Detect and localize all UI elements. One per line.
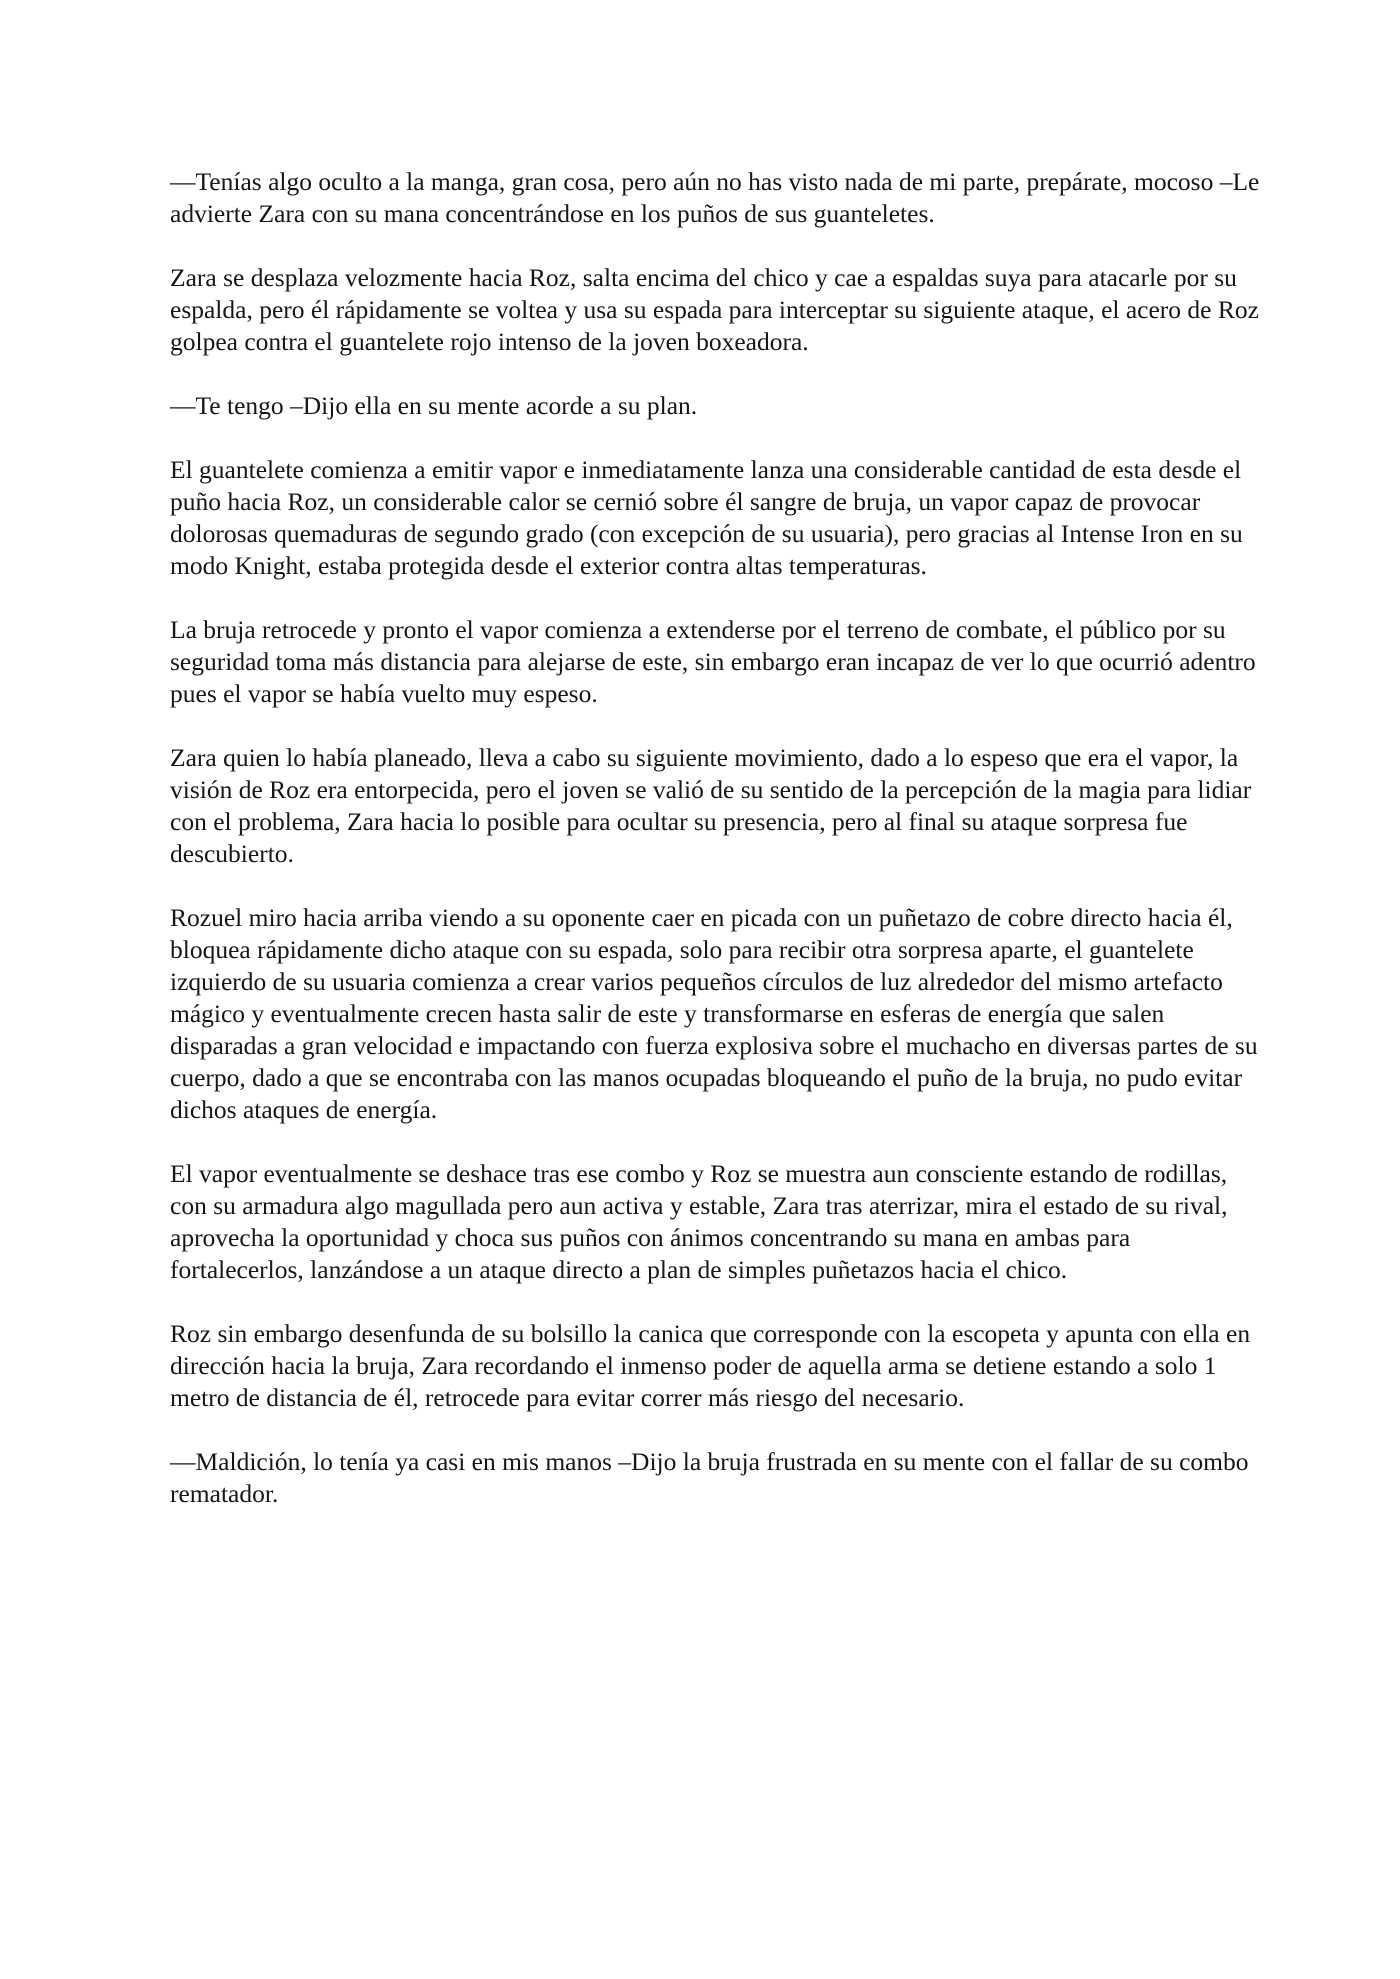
paragraph-8: El vapor eventualmente se deshace tras ese combo y Roz se muestra aun consciente estando de rodillas, con su armadura algo magullada pero aun activa y estable, Zara tras aterrizar, mira el estado de su rival, aprovecha la oportunidad y choca sus puños con ánimos concentrando su mana en ambas para fortalecerlos, lanzándose a un ataque directo a plan de simples puñetazos hacia el chico. [170, 1159, 1228, 1284]
paragraph-1: —Tenías algo oculto a la manga, gran cosa, pero aún no has visto nada de mi parte, prepárate, mocoso –Le advierte Zara con su mana concentrándose en los puños de sus guanteletes. [170, 167, 1260, 228]
paragraph-6: Zara quien lo había planeado, lleva a cabo su siguiente movimiento, dado a lo espeso que era el vapor, la visión de Roz era entorpecida, pero el joven se valió de su sentido de la percepción de la magia para lidiar con el problema, Zara hacia lo posible para ocultar su presencia, pero al final su ataque sorpresa fue descubierto. [170, 743, 1252, 868]
paragraph-10: —Maldición, lo tenía ya casi en mis manos –Dijo la bruja frustrada en su mente con el fallar de su combo rematador. [170, 1447, 1249, 1508]
paragraph-9: Roz sin embargo desenfunda de su bolsillo la canica que corresponde con la escopeta y apunta con ella en dirección hacia la bruja, Zara recordando el inmenso poder de aquella arma se detiene estando a solo 1 metro de distancia de él, retrocede para evitar correr más riesgo del necesario. [170, 1319, 1251, 1412]
paragraph-7: Rozuel miro hacia arriba viendo a su oponente caer en picada con un puñetazo de cobre directo hacia él, bloquea rápidamente dicho ataque con su espada, solo para recibir otra sorpresa aparte, el guantelete izquierdo de su usuaria comienza a crear varios pequeños círculos de luz alrededor del mismo artefacto mágico y eventualmente crecen hasta salir de este y transformarse en esferas de energía que salen disparadas a gran velocidad e impactando con fuerza explosiva sobre el muchacho en diversas partes de su cuerpo, dado a que se encontraba con las manos ocupadas bloqueando el puño de la bruja, no pudo evitar dichos ataques de energía. [170, 903, 1258, 1124]
paragraph-5: La bruja retrocede y pronto el vapor comienza a extenderse por el terreno de combate, el público por su seguridad toma más distancia para alejarse de este, sin embargo eran incapaz de ver lo que ocurrió adentro pues el vapor se había vuelto muy espeso. [170, 615, 1256, 708]
paragraph-4: El guantelete comienza a emitir vapor e inmediatamente lanza una considerable cantidad de esta desde el puño hacia Roz, un considerable calor se cernió sobre él sangre de bruja, un vapor capaz de provocar dolorosas quemaduras de segundo grado (con excepción de su usuaria), pero gracias al Intense Iron en su modo Knight, estaba protegida desde el exterior contra altas temperaturas. [170, 455, 1243, 580]
body-text [170, 166, 1260, 1542]
paragraph-3: —Te tengo –Dijo ella en su mente acorde a su plan. [170, 391, 698, 420]
paragraph-2: Zara se desplaza velozmente hacia Roz, salta encima del chico y cae a espaldas suya para atacarle por su espalda, pero él rápidamente se voltea y usa su espada para interceptar su siguiente ataque, el acero de Roz golpea contra el guantelete rojo intenso de la joven boxeadora. [170, 263, 1259, 356]
